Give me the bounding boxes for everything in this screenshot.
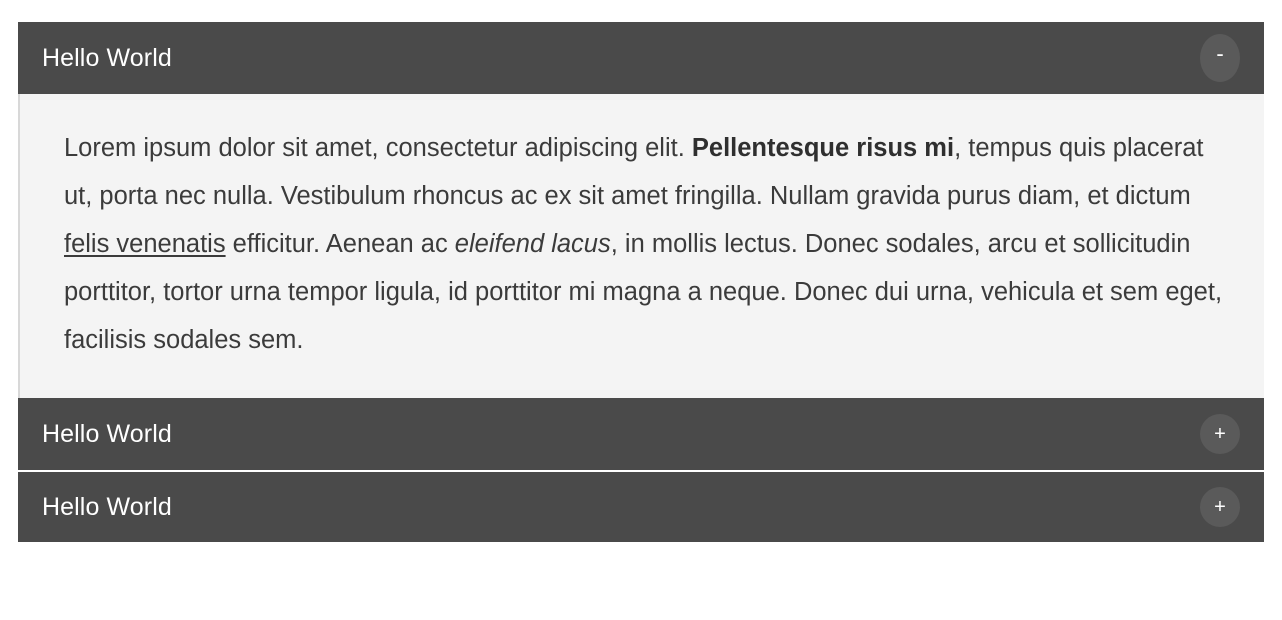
body-segment: , in mollis lectus. Donec sodales, arcu et sollicitudin porttitor, tortor urna tempor ligula, id porttitor mi magna a neque. Donec dui urna, vehicula et sem eget, facilisis sodales sem. (64, 230, 1223, 354)
minus-icon[interactable]: - (1200, 34, 1240, 82)
plus-icon[interactable]: + (1200, 414, 1240, 454)
body-segment-italic: eleifend lacus (454, 230, 611, 258)
accordion-title-3: Hello World (42, 492, 172, 521)
accordion-panel-3 (18, 470, 1264, 542)
accordion-header-3[interactable] (18, 470, 1264, 542)
accordion (18, 22, 1264, 542)
body-segment-bold: Pellentesque risus mi (691, 134, 955, 162)
plus-icon[interactable]: + (1200, 487, 1240, 527)
accordion-title-1: Hello World (42, 43, 172, 72)
accordion-body-text-1 (64, 124, 1226, 364)
accordion-panel-1 (18, 22, 1264, 398)
body-segment: , tempus quis placerat ut, porta nec nulla. Vestibulum rhoncus ac ex sit amet fringilla. Nullam gravida purus diam, et dictum (64, 134, 1204, 210)
accordion-body-1 (18, 94, 1264, 398)
accordion-header-2[interactable] (18, 398, 1264, 470)
body-segment: efficitur. Aenean ac (225, 230, 455, 258)
body-segment: Lorem ipsum dolor sit amet, consectetur adipiscing elit. (64, 134, 692, 162)
accordion-title-2: Hello World (42, 419, 172, 448)
accordion-header-1[interactable] (18, 22, 1264, 94)
body-segment-underline: felis venenatis (64, 230, 226, 258)
accordion-panel-2 (18, 398, 1264, 470)
